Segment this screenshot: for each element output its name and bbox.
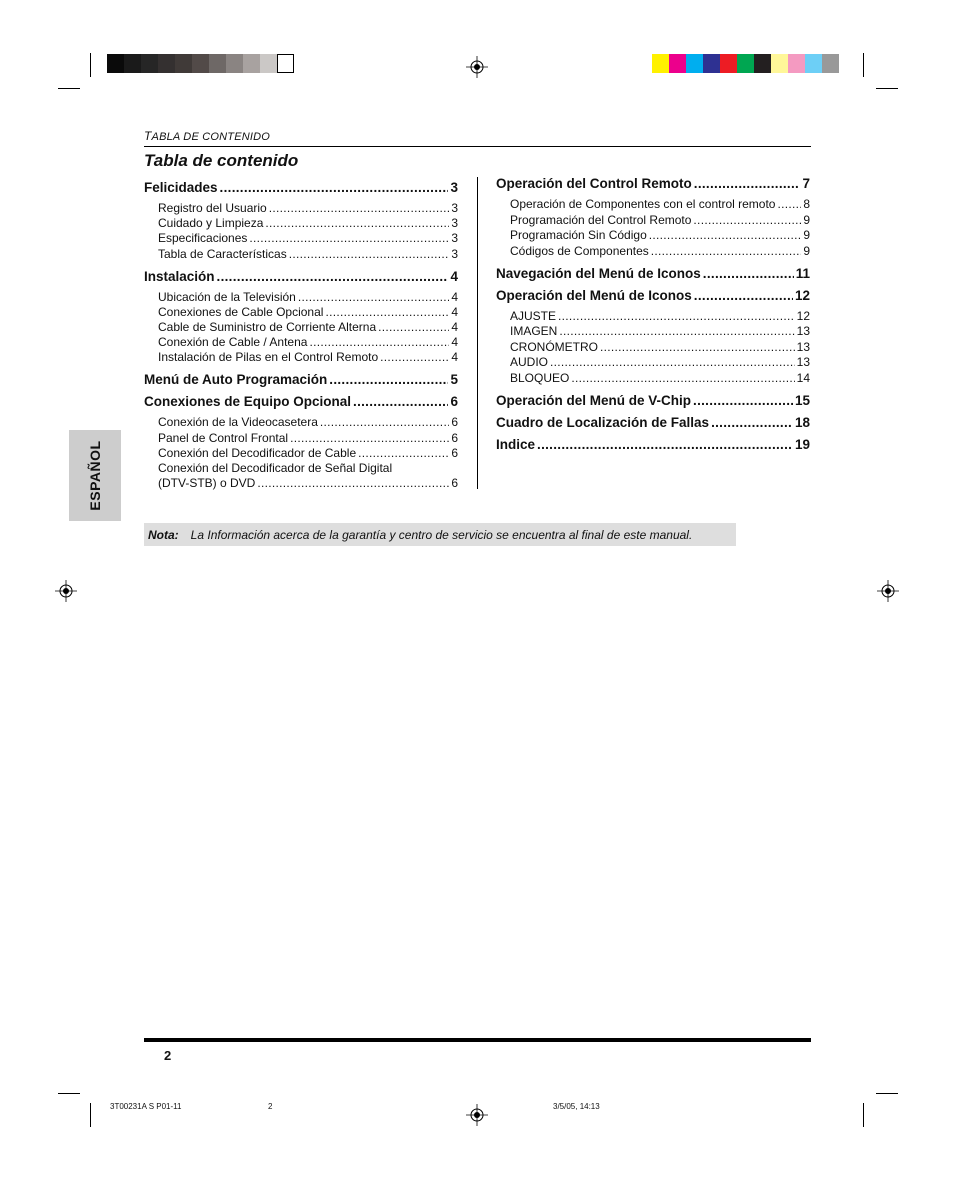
toc-entry-title: Felicidades bbox=[144, 180, 218, 195]
toc-page-number: 3 bbox=[451, 201, 458, 215]
toc-subsection-entry bbox=[510, 228, 810, 242]
toc-entry-title: Códigos de Componentes bbox=[510, 243, 649, 258]
registration-mark-icon bbox=[877, 580, 899, 602]
toc-subsection-entry bbox=[158, 431, 458, 445]
note-box bbox=[144, 523, 736, 546]
registration-mark-icon bbox=[55, 580, 77, 602]
registration-mark-icon bbox=[466, 56, 488, 78]
crop-mark bbox=[58, 1093, 80, 1094]
toc-subsection-entry bbox=[510, 355, 810, 369]
toc-page-number: 11 bbox=[795, 265, 810, 281]
toc-page-number: 9 bbox=[803, 212, 810, 227]
toc-entry-title: Conexión de la Videocasetera bbox=[158, 415, 318, 430]
toc-subsection-entry bbox=[510, 213, 810, 227]
toc-dot-leader bbox=[378, 320, 449, 334]
toc-section-entry bbox=[144, 180, 458, 195]
toc-page-number: 6 bbox=[451, 445, 458, 460]
toc-page-number: 8 bbox=[803, 197, 810, 211]
toc-entry-title: Conexiones de Equipo Opcional bbox=[144, 394, 352, 410]
toc-entry-title: Ubicación de la Televisión bbox=[158, 289, 296, 304]
toc-subsection-entry bbox=[158, 335, 458, 349]
toc-page-number: 4 bbox=[451, 350, 458, 365]
page-title: Tabla de contenido bbox=[144, 151, 299, 170]
color-swatch bbox=[703, 54, 720, 73]
toc-entry-title: Cable de Suministro de Corriente Alterna bbox=[158, 320, 377, 334]
page-number: 2 bbox=[164, 1048, 172, 1063]
toc-entry-title: Cuadro de Localización de Fallas bbox=[496, 414, 710, 430]
toc-dot-leader bbox=[290, 431, 449, 445]
color-swatch bbox=[720, 54, 737, 73]
color-swatch bbox=[669, 54, 686, 73]
toc-dot-leader bbox=[298, 290, 449, 304]
toc-page-number: 4 bbox=[451, 335, 458, 350]
toc-subsection-entry bbox=[158, 231, 458, 245]
toc-dot-leader bbox=[694, 288, 793, 303]
color-swatch bbox=[107, 54, 124, 73]
toc-entry-title: AJUSTE bbox=[510, 308, 557, 323]
toc-page-number: 4 bbox=[451, 320, 458, 334]
color-swatch bbox=[192, 54, 209, 73]
language-tab bbox=[69, 430, 121, 521]
color-swatch bbox=[737, 54, 754, 73]
toc-subsection-entry bbox=[158, 320, 458, 334]
crop-mark bbox=[876, 1093, 898, 1094]
toc-page-number: 12 bbox=[796, 308, 810, 323]
toc-entry-title: Instalación bbox=[144, 268, 215, 284]
toc-subsection-entry bbox=[510, 324, 810, 338]
toc-section-entry bbox=[496, 437, 810, 452]
toc-page-number: 13 bbox=[796, 355, 810, 369]
toc-subsection-entry bbox=[510, 371, 810, 385]
toc-page-number: 6 bbox=[451, 476, 458, 491]
toc-dot-leader bbox=[651, 244, 802, 258]
slug-date: 3/5/05, 14:13 bbox=[553, 1102, 600, 1111]
toc-page-number: 3 bbox=[450, 180, 458, 195]
toc-entry-title: CRONÓMETRO bbox=[510, 339, 598, 354]
toc-section-entry bbox=[496, 176, 810, 191]
toc-dot-leader bbox=[550, 355, 795, 369]
color-swatch bbox=[175, 54, 192, 73]
toc-page-number: 6 bbox=[451, 430, 458, 445]
toc-dot-leader bbox=[693, 213, 801, 227]
toc-entry-title: Cuidado y Limpieza bbox=[158, 216, 264, 231]
toc-entry-title: Operación del Control Remoto bbox=[496, 176, 692, 191]
crop-mark bbox=[863, 53, 864, 77]
toc-dot-leader bbox=[559, 324, 794, 338]
toc-dot-leader bbox=[703, 266, 794, 281]
color-swatch bbox=[158, 54, 175, 73]
toc-entry-title: (DTV-STB) o DVD bbox=[158, 476, 256, 491]
registration-mark-icon bbox=[466, 1104, 488, 1126]
toc-subsection-entry bbox=[510, 340, 810, 354]
toc-dot-leader bbox=[649, 228, 802, 242]
toc-dot-leader bbox=[269, 201, 450, 215]
toc-dot-leader bbox=[289, 247, 450, 261]
crop-mark bbox=[90, 53, 91, 77]
toc-subsection-entry bbox=[510, 197, 810, 211]
color-swatch bbox=[277, 54, 294, 73]
color-swatch bbox=[805, 54, 822, 73]
toc-dot-leader bbox=[358, 446, 449, 460]
footer-divider bbox=[144, 1038, 811, 1042]
toc-page-number: 4 bbox=[450, 268, 458, 284]
toc-page-number: 3 bbox=[451, 231, 458, 246]
toc-page-number: 6 bbox=[450, 394, 458, 410]
toc-subsection-entry bbox=[158, 415, 458, 429]
toc-page-number: 4 bbox=[451, 304, 458, 319]
toc-entry-title: Programación del Control Remoto bbox=[510, 212, 692, 227]
color-swatch bbox=[141, 54, 158, 73]
toc-entry-title: Navegación del Menú de Iconos bbox=[496, 265, 701, 281]
toc-section-entry bbox=[144, 394, 458, 409]
color-swatch bbox=[754, 54, 771, 73]
column-divider bbox=[477, 177, 478, 489]
crop-mark bbox=[58, 88, 80, 89]
toc-dot-leader bbox=[217, 269, 449, 284]
toc-dot-leader bbox=[711, 415, 793, 430]
toc-page-number: 9 bbox=[803, 228, 810, 242]
color-calibration-bar bbox=[652, 54, 839, 73]
toc-section-entry bbox=[144, 372, 458, 387]
toc-dot-leader bbox=[220, 180, 449, 195]
crop-mark bbox=[90, 1103, 91, 1127]
toc-entry-title: Menú de Auto Programación bbox=[144, 372, 328, 388]
color-swatch bbox=[243, 54, 260, 73]
toc-entry-title: Operación del Menú de Iconos bbox=[496, 287, 692, 303]
color-swatch bbox=[260, 54, 277, 73]
toc-entry-title: Tabla de Características bbox=[158, 246, 287, 261]
toc-page-number: 6 bbox=[451, 415, 458, 430]
toc-page-number: 15 bbox=[794, 392, 810, 408]
toc-dot-leader bbox=[249, 231, 449, 245]
toc-page-number: 13 bbox=[796, 324, 810, 338]
grayscale-color-bar bbox=[107, 54, 294, 73]
toc-subsection-entry bbox=[510, 309, 810, 323]
toc-subsection-entry bbox=[158, 201, 458, 215]
toc-dot-leader bbox=[600, 340, 795, 354]
toc-entry-title: Registro del Usuario bbox=[158, 201, 267, 215]
color-swatch bbox=[124, 54, 141, 73]
toc-section-entry bbox=[496, 393, 810, 408]
color-swatch bbox=[788, 54, 805, 73]
note-label: Nota: bbox=[148, 527, 179, 542]
toc-dot-leader bbox=[693, 393, 793, 408]
toc-dot-leader bbox=[537, 437, 793, 452]
toc-entry-title: Operación de Componentes con el control remoto bbox=[510, 197, 776, 211]
toc-entry-title: Instalación de Pilas en el Control Remoto bbox=[158, 350, 379, 365]
toc-entry-title: Conexión del Decodificador de Cable bbox=[158, 445, 357, 460]
toc-dot-leader bbox=[329, 372, 448, 387]
toc-subsection-entry bbox=[158, 216, 458, 230]
toc-subsection-entry bbox=[510, 244, 810, 258]
color-swatch bbox=[822, 54, 839, 73]
toc-entry-title: Programación Sin Código bbox=[510, 228, 647, 242]
toc-subsection-entry bbox=[158, 305, 458, 319]
toc-dot-leader bbox=[353, 394, 448, 409]
toc-section-entry bbox=[496, 266, 810, 281]
toc-section-entry bbox=[144, 269, 458, 284]
toc-page-number: 12 bbox=[794, 287, 810, 303]
color-swatch bbox=[226, 54, 243, 73]
toc-section-entry bbox=[496, 415, 810, 430]
toc-entry-title: Conexión de Cable / Antena bbox=[158, 335, 308, 350]
toc-dot-leader bbox=[257, 476, 449, 490]
note-text: La Información acerca de la garantía y centro de servicio se encuentra al final de este manual. bbox=[190, 527, 693, 542]
color-swatch bbox=[209, 54, 226, 73]
toc-page-number: 3 bbox=[451, 216, 458, 231]
toc-entry-title: Operación del Menú de V-Chip bbox=[496, 392, 692, 408]
toc-dot-leader bbox=[694, 176, 801, 191]
toc-entry-title: AUDIO bbox=[510, 355, 549, 369]
section-label: TABLA DE CONTENIDO bbox=[144, 129, 271, 143]
toc-dot-leader bbox=[320, 415, 449, 429]
header-divider bbox=[144, 146, 811, 147]
slug-file: 3T00231A S P01-11 bbox=[110, 1102, 182, 1111]
toc-page-number: 13 bbox=[796, 339, 810, 354]
toc-entry-title: Indice bbox=[496, 436, 536, 452]
toc-page-number: 5 bbox=[450, 372, 458, 388]
toc-subsection-entry bbox=[158, 461, 458, 475]
toc-subsection-entry bbox=[158, 446, 458, 460]
toc-page-number: 14 bbox=[796, 370, 810, 385]
toc-entry-title: Conexiones de Cable Opcional bbox=[158, 304, 324, 319]
toc-dot-leader bbox=[380, 350, 449, 364]
toc-subsection-entry bbox=[158, 247, 458, 261]
toc-entry-title: Panel de Control Frontal bbox=[158, 430, 289, 445]
toc-page-number: 19 bbox=[794, 436, 810, 452]
toc-dot-leader bbox=[325, 305, 449, 319]
toc-page-number: 4 bbox=[451, 289, 458, 304]
toc-dot-leader bbox=[265, 216, 449, 230]
toc-entry-title: Especificaciones bbox=[158, 231, 248, 246]
toc-dot-leader bbox=[777, 197, 801, 211]
crop-mark bbox=[876, 88, 898, 89]
toc-entry-title: BLOQUEO bbox=[510, 370, 570, 385]
toc-dot-leader bbox=[309, 335, 449, 349]
color-swatch bbox=[686, 54, 703, 73]
color-swatch bbox=[652, 54, 669, 73]
language-tab-label: ESPAÑOL bbox=[87, 440, 103, 511]
toc-subsection-entry bbox=[158, 476, 458, 490]
toc-dot-leader bbox=[571, 371, 794, 385]
toc-subsection-entry bbox=[158, 350, 458, 364]
toc-page-number: 7 bbox=[802, 176, 810, 191]
crop-mark bbox=[863, 1103, 864, 1127]
toc-dot-leader bbox=[558, 309, 795, 323]
toc-page-number: 18 bbox=[794, 414, 810, 430]
slug-page: 2 bbox=[268, 1102, 273, 1111]
toc-page-number: 9 bbox=[803, 243, 810, 258]
toc-entry-title: Conexión del Decodificador de Señal Digital bbox=[158, 461, 393, 475]
toc-page-number: 3 bbox=[451, 246, 458, 261]
toc-subsection-entry bbox=[158, 290, 458, 304]
toc-entry-title: IMAGEN bbox=[510, 324, 558, 338]
toc-section-entry bbox=[496, 288, 810, 303]
color-swatch bbox=[771, 54, 788, 73]
